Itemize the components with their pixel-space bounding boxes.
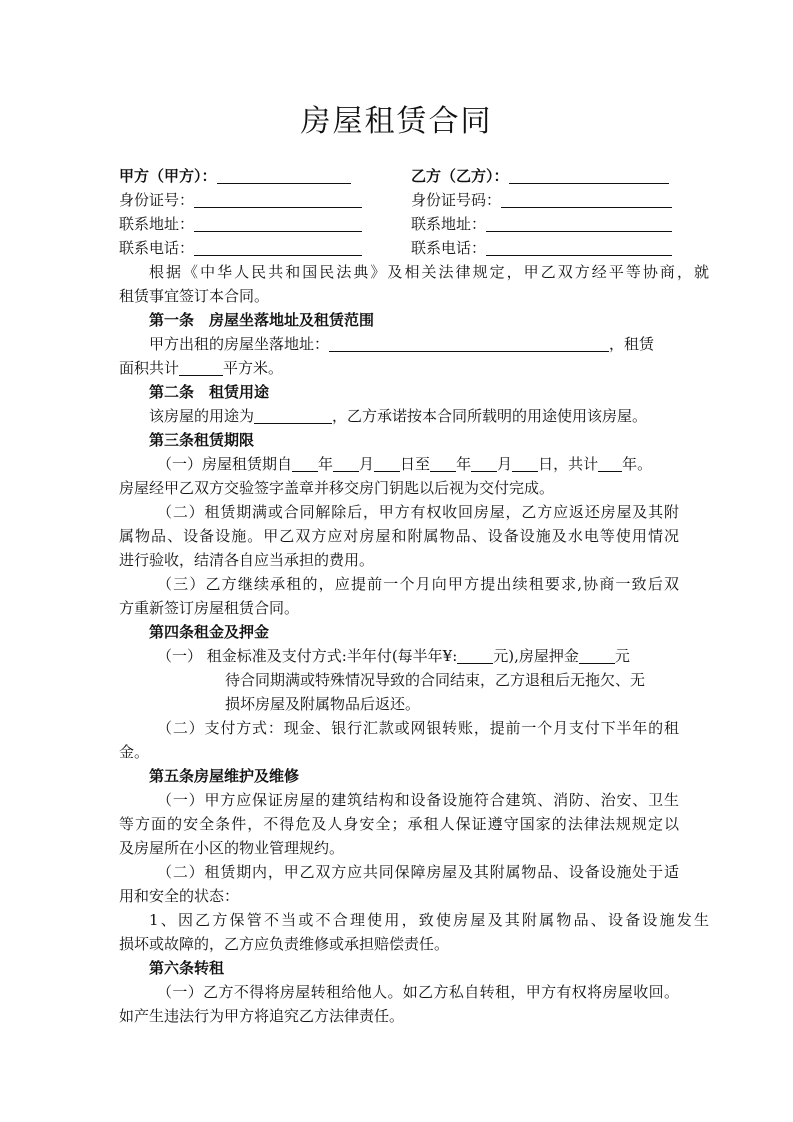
- end-month-unit: 月: [497, 455, 513, 473]
- start-day-blank[interactable]: [374, 456, 400, 472]
- article-4-heading: 第四条租金及押金: [149, 623, 270, 641]
- lease-term-label: （一）房屋租赁期自: [157, 455, 293, 473]
- start-month-blank[interactable]: [333, 456, 359, 472]
- party-a-name-blank[interactable]: [217, 168, 351, 184]
- party-a-address-blank[interactable]: [194, 216, 362, 232]
- start-year-unit: 年: [318, 455, 334, 473]
- article-3-item-2-line-1: （二）租赁期满或合同解除后，甲方有权收回房屋，乙方应返还房屋及其附: [157, 503, 679, 521]
- party-b-address-blank[interactable]: [486, 216, 672, 232]
- party-a-id-row: [119, 189, 362, 212]
- article-2-use-label: 该房屋的用途为: [149, 407, 255, 425]
- article-3-item-2-line-3: 进行验收，结清各自应当承担的费用。: [119, 551, 375, 569]
- article-5-item-2-line-2: 用和安全的状态：: [119, 887, 240, 905]
- article-3-heading: 第三条租赁期限: [149, 431, 255, 449]
- party-a-name-label: 甲方（甲方）：: [119, 167, 217, 185]
- end-day-blank[interactable]: [512, 456, 538, 472]
- end-day-total: 日，共计: [538, 455, 599, 473]
- start-day-to: 日至: [400, 455, 431, 473]
- article-4-item-2-line-2: 金。: [119, 743, 150, 761]
- article-4-item-2-line-1: （二）支付方式：现金、银行汇款或网银转账，提前一个月支付下半年的租: [157, 719, 679, 737]
- party-b-address-label: 联系地址：: [411, 215, 487, 233]
- article-4-item-1-line-2: 待合同期满或特殊情况导致的合同结束，乙方退租后无拖欠、无: [225, 671, 646, 689]
- article-1-heading: 第一条 房屋坐落地址及租赁范围: [149, 311, 375, 329]
- article-5-item-1-line-3: 及房屋所在小区的物业管理规约。: [119, 839, 345, 857]
- party-b-id-blank[interactable]: [501, 192, 672, 208]
- article-5-item-1-line-1: （一）甲方应保证房屋的建筑结构和设备设施符合建筑、消防、治安、卫生: [157, 791, 679, 809]
- article-6-item-1-line-2: 如产生违法行为甲方将追究乙方法律责任。: [119, 1007, 405, 1025]
- property-address-blank[interactable]: [329, 336, 609, 352]
- article-3-item-2-line-2: 属物品、设备设施。甲乙双方应对房屋和附属物品、设备设施及水电等使用情况: [119, 527, 679, 545]
- area-blank[interactable]: [179, 360, 223, 376]
- article-1-area-label: 面积共计: [119, 359, 180, 377]
- article-3-item-1-line-1: [119, 453, 717, 476]
- article-5-heading: 第五条房屋维护及维修: [149, 767, 300, 785]
- party-b-id-row: [411, 189, 672, 212]
- usage-blank[interactable]: [254, 408, 332, 424]
- end-year-blank[interactable]: [430, 456, 456, 472]
- intro-line-2: 租赁事宜签订本合同。: [119, 287, 270, 305]
- article-3-item-3-line-1: （三）乙方继续承租的，应提前一个月向甲方提出续租要求,协商一致后双: [157, 575, 679, 593]
- party-a-address-label: 联系地址：: [119, 215, 195, 233]
- deposit-label: 元),房屋押金: [493, 647, 579, 665]
- start-month-unit: 月: [359, 455, 375, 473]
- article-2-line-1: [119, 405, 709, 428]
- party-b-address-row: [411, 213, 672, 236]
- intro-line-1: 根据《中华人民共和国民法典》及相关法律规定，甲乙双方经平等协商，就: [149, 263, 709, 281]
- article-1-line-2: [119, 357, 679, 380]
- article-5-sub-1-line-2: 损坏或故障的，乙方应负责维修或承担赔偿责任。: [119, 935, 450, 953]
- total-years-unit: 年。: [622, 455, 653, 473]
- party-a-phone-row: [119, 237, 362, 260]
- article-2-use-text: ，乙方承诺按本合同所载明的用途使用该房屋。: [332, 407, 648, 425]
- article-1-address-label: 甲方出租的房屋坐落地址：: [149, 335, 330, 353]
- party-a-phone-label: 联系电话：: [119, 239, 195, 257]
- party-a-name-row: [119, 165, 351, 188]
- party-a-phone-blank[interactable]: [194, 240, 362, 256]
- deposit-amount-blank[interactable]: [579, 648, 615, 664]
- article-5-item-2-line-1: （二）租赁期内，甲乙双方应共同保障房屋及其附属物品、设备设施处于适: [157, 863, 679, 881]
- article-5-item-1-line-2: 等方面的安全条件，不得危及人身安全；承租人保证遵守国家的法律法规规定以: [119, 815, 679, 833]
- party-b-name-row: [411, 165, 669, 188]
- party-b-phone-row: [411, 237, 672, 260]
- party-b-name-blank[interactable]: [509, 168, 669, 184]
- article-4-item-1-line-1: [119, 645, 717, 668]
- article-1-lease-text: ，租赁: [609, 335, 655, 353]
- article-1-area-unit: 平方米。: [223, 359, 284, 377]
- article-3-item-3-line-2: 方重新签订房屋租赁合同。: [119, 599, 300, 617]
- end-month-blank[interactable]: [471, 456, 497, 472]
- party-b-id-label: 身份证号码：: [411, 191, 502, 209]
- party-a-address-row: [119, 213, 362, 236]
- article-6-item-1-line-1: （一）乙方不得将房屋转租给他人。如乙方私自转租，甲方有权将房屋收回。: [157, 983, 679, 1001]
- document-title: 房屋租赁合同: [300, 104, 493, 139]
- article-5-sub-1-line-1: 1、因乙方保管不当或不合理使用，致使房屋及其附属物品、设备设施发生: [149, 911, 709, 929]
- article-3-item-1-line-2: 房屋经甲乙双方交验签字盖章并移交房门钥匙以后视为交付完成。: [119, 479, 555, 497]
- party-b-name-label: 乙方（乙方）：: [411, 167, 509, 185]
- party-b-phone-label: 联系电话：: [411, 239, 487, 257]
- deposit-unit: 元: [614, 647, 630, 665]
- party-b-phone-blank[interactable]: [486, 240, 672, 256]
- rent-amount-blank[interactable]: [457, 648, 493, 664]
- article-2-heading: 第二条 租赁用途: [149, 383, 270, 401]
- total-years-blank[interactable]: [598, 456, 622, 472]
- article-6-heading: 第六条转租: [149, 959, 225, 977]
- end-year-unit: 年: [456, 455, 472, 473]
- article-4-item-1-line-3: 损坏房屋及附属物品后返还。: [225, 695, 421, 713]
- rent-label: （一） 租金标准及支付方式:半年付(每半年¥:: [157, 647, 458, 665]
- party-a-id-blank[interactable]: [194, 192, 362, 208]
- start-year-blank[interactable]: [292, 456, 318, 472]
- article-1-line-1: [119, 333, 709, 356]
- party-a-id-label: 身份证号：: [119, 191, 195, 209]
